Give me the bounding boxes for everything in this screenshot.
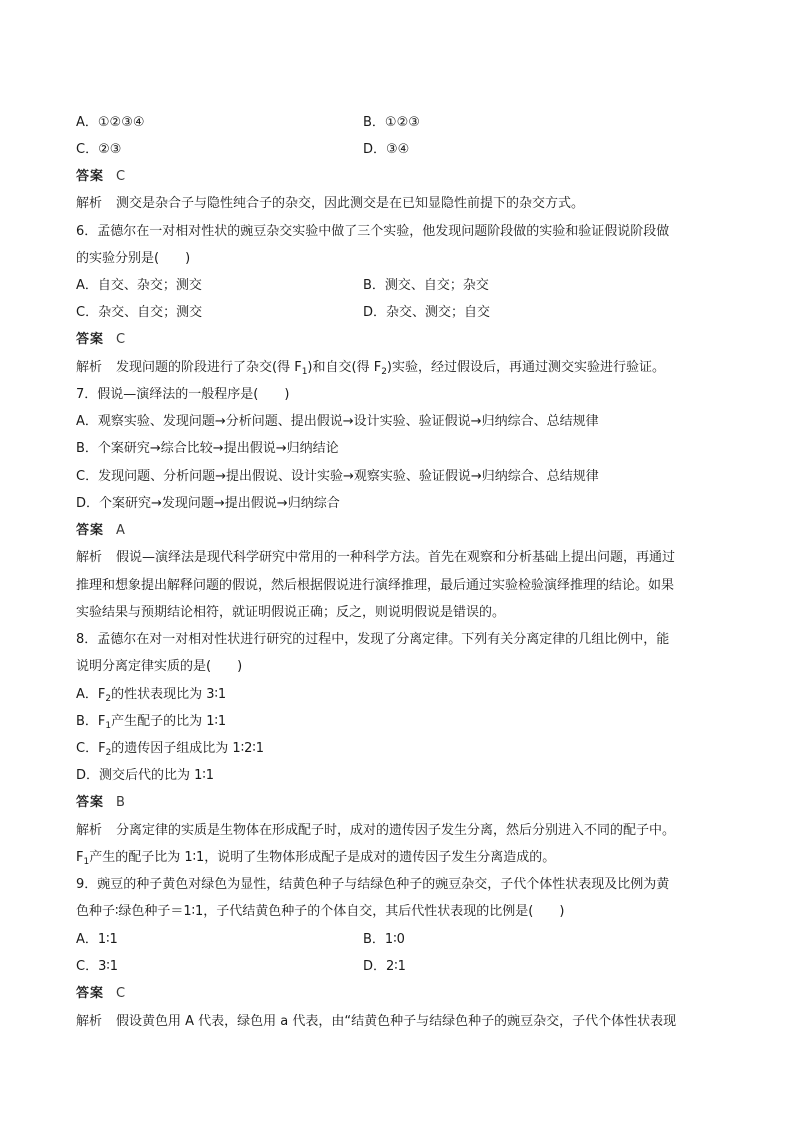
q7-analysis-line1 (76, 549, 675, 567)
q8-option-a-text-b: 的性状表现比为 3∶1 (111, 687, 227, 702)
q8-stem-line2: 说明分离定律实质的是( ) (76, 659, 243, 674)
q8-option-b-sub: 1 (105, 721, 112, 731)
analysis-label: 解析 (76, 196, 103, 211)
q6-stem-line2: 的实验分别是( ) (76, 251, 191, 266)
q9-stem-line2: 色种子∶绿色种子＝1∶1，子代结黄色种子的个体自交，其后代性状表现的比例是( ) (76, 904, 565, 919)
answer-label: 答案 (76, 986, 105, 1001)
q6-answer: C (116, 332, 126, 347)
q6-option-a: A．自交、杂交；测交 (76, 278, 202, 293)
q9-option-c: C．3∶1 (76, 959, 119, 974)
analysis-label: 解析 (76, 1014, 103, 1029)
q7-stem: 7．假说—演绎法的一般程序是( ) (76, 387, 290, 402)
answer-label: 答案 (76, 795, 105, 810)
q8-option-a-text-a: A．F (76, 687, 106, 702)
q7-analysis-line3: 实验结果与预期结论相符，就证明假说正确；反之，则说明假说是错误的。 (76, 605, 506, 620)
q8-option-b-text-b: 产生配子的比为 1∶1 (111, 714, 227, 729)
q8-option-a-sub: 2 (105, 694, 112, 704)
answer-label: 答案 (76, 332, 105, 347)
q6-analysis-text-a: 发现问题的阶段进行了杂交(得 F (116, 360, 302, 375)
q6-answer-line (76, 331, 125, 349)
q5-analysis (76, 195, 584, 213)
q9-answer-line (76, 985, 125, 1003)
analysis-label: 解析 (76, 550, 103, 565)
q8-answer: B (116, 795, 125, 810)
analysis-label: 解析 (76, 823, 103, 838)
q8-option-c-sub: 2 (105, 748, 112, 758)
q8-analysis-text-2b: 产生的配子比为 1∶1，说明了生物体形成配子是成对的遗传因子发生分离造成的。 (89, 850, 556, 865)
q8-option-a (76, 686, 226, 708)
q8-option-c-text-b: 的遗传因子组成比为 1∶2∶1 (111, 741, 265, 756)
q6-option-c: C．杂交、自交；测交 (76, 305, 203, 320)
q5-option-c: C．②③ (76, 142, 122, 157)
q5-analysis-text: 测交是杂合子与隐性纯合子的杂交，因此测交是在已知显隐性前提下的杂交方式。 (116, 196, 585, 211)
q6-stem-line1: 6．孟德尔在一对相对性状的豌豆杂交实验中做了三个实验，他发现问题阶段做的实验和验证假说阶段做 (76, 224, 670, 239)
q5-answer-line (76, 168, 125, 186)
q8-option-d: D．测交后代的比为 1∶1 (76, 768, 215, 783)
q7-answer-line (76, 522, 125, 540)
q9-stem-line1: 9．豌豆的种子黄色对绿色为显性，结黄色种子与结绿色种子的豌豆杂交，子代个体性状表现及比例为黄 (76, 877, 670, 892)
q9-answer: C (116, 986, 126, 1001)
analysis-label: 解析 (76, 360, 103, 375)
q8-answer-line (76, 794, 125, 812)
q7-analysis-line2: 推理和想象提出解释问题的假说，然后根据假说进行演绎推理，最后通过实验检验演绎推理的结论。如果 (76, 578, 675, 593)
q8-analysis-line2 (76, 849, 555, 871)
q6-option-d: D．杂交、测交；自交 (363, 305, 491, 320)
q6-analysis-text-b: )和自交(得 F (307, 360, 382, 375)
q8-analysis-sub: 1 (83, 857, 90, 867)
q7-analysis-text-1: 假说—演绎法是现代科学研究中常用的一种科学方法。首先在观察和分析基础上提出问题，再通过 (116, 550, 676, 565)
answer-label: 答案 (76, 523, 105, 538)
q8-option-c (76, 740, 264, 762)
q6-analysis-sub2: 2 (381, 367, 387, 377)
answer-label: 答案 (76, 169, 105, 184)
q8-stem-line1: 8．孟德尔在对一对相对性状进行研究的过程中，发现了分离定律。下列有关分离定律的几组比例中，能 (76, 632, 670, 647)
q5-option-d: D．③④ (363, 142, 410, 157)
q9-option-b: B．1∶0 (363, 932, 405, 947)
q6-option-b: B．测交、自交；杂交 (363, 278, 489, 293)
q5-answer: C (116, 169, 126, 184)
q8-option-b (76, 713, 226, 735)
q8-option-b-text-a: B．F (76, 714, 106, 729)
q6-analysis (76, 359, 665, 381)
q8-analysis-line1 (76, 822, 675, 840)
q9-analysis-text-1: 假设黄色用 A 代表，绿色用 a 代表，由“结黄色种子与结绿色种子的豌豆杂交，子代个体性状表现 (116, 1014, 677, 1029)
q9-option-a: A．1∶1 (76, 932, 118, 947)
q9-analysis-line1 (76, 1013, 676, 1031)
q7-answer: A (116, 523, 125, 538)
q7-option-a: A．观察实验、发现问题→分析问题、提出假说→设计实验、验证假说→归纳综合、总结规律 (76, 414, 599, 429)
q7-option-b: B．个案研究→综合比较→提出假说→归纳结论 (76, 441, 339, 456)
q9-option-d: D．2∶1 (363, 959, 406, 974)
q8-analysis-text-1: 分离定律的实质是生物体在形成配子时，成对的遗传因子发生分离，然后分别进入不同的配子中。 (116, 823, 676, 838)
q5-option-a: A．①②③④ (76, 115, 145, 130)
q7-option-c: C．发现问题、分析问题→提出假说、设计实验→观察实验、验证假说→归纳综合、总结规律 (76, 469, 599, 484)
q6-analysis-text-c: )实验，经过假设后，再通过测交实验进行验证。 (386, 360, 665, 375)
q5-option-b: B．①②③ (363, 115, 420, 130)
q8-analysis-text-2a: F (76, 850, 84, 865)
q7-option-d: D．个案研究→发现问题→提出假说→归纳综合 (76, 496, 340, 511)
q6-analysis-sub1: 1 (301, 367, 308, 377)
q8-option-c-text-a: C．F (76, 741, 106, 756)
